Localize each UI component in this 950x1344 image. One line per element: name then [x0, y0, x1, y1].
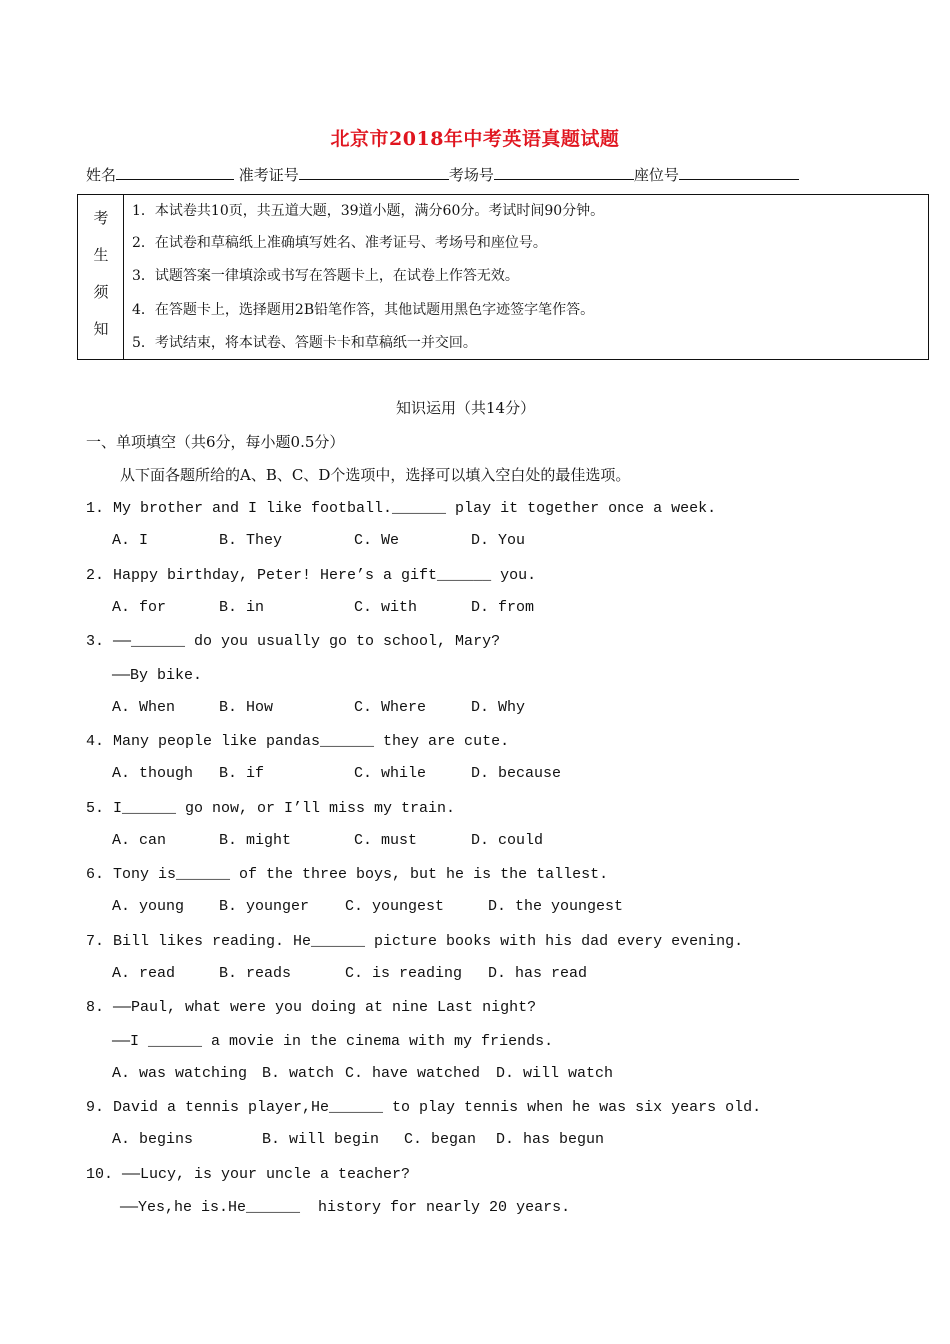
option-d: D. from	[471, 599, 535, 616]
option-a: A. young	[112, 898, 185, 915]
option-c: C. youngest	[345, 898, 445, 915]
option-a: A. When	[112, 699, 176, 716]
option-b: B. in	[219, 599, 265, 616]
option-a: A. begins	[112, 1131, 194, 1148]
name-blank	[116, 163, 234, 180]
option-b: B. younger	[219, 898, 310, 915]
question-stem: 5. I______ go now, or I’ll miss my train.	[86, 800, 456, 817]
option-c: C. must	[354, 832, 418, 849]
option-d: D. You	[471, 532, 526, 549]
seat-label: 座位号	[633, 166, 679, 184]
name-label: 姓名	[86, 166, 117, 184]
part-title: 一、单项填空（共6分，每小题0.5分）	[86, 433, 345, 451]
option-b: B. They	[219, 532, 283, 549]
question-stem: 4. Many people like pandas______ they are cute.	[86, 733, 510, 750]
section-title: 知识运用（共14分）	[396, 399, 536, 417]
option-d: D. the youngest	[488, 898, 624, 915]
notice-item: 3．试题答案一律填涂或书写在答题卡上，在试卷上作答无效。	[132, 268, 519, 284]
candidate-info-row	[86, 163, 799, 185]
notice-item: 5．考试结束，将本试卷、答题卡卡和草稿纸一并交回。	[132, 335, 477, 351]
option-c: C. while	[354, 765, 427, 782]
option-d: D. Why	[471, 699, 526, 716]
notice-side-label	[78, 195, 124, 359]
option-c: C. We	[354, 532, 400, 549]
option-b: B. will begin	[262, 1131, 380, 1148]
option-c: C. Where	[354, 699, 427, 716]
option-a: A. read	[112, 965, 176, 982]
question-reply: ——By bike.	[112, 667, 203, 684]
option-c: C. is reading	[345, 965, 463, 982]
option-b: B. if	[219, 765, 265, 782]
option-a: A. for	[112, 599, 167, 616]
option-a: A. was watching	[112, 1065, 248, 1082]
option-d: D. has begun	[496, 1131, 605, 1148]
option-b: B. How	[219, 699, 274, 716]
question-reply: ——Yes,he is.He______ history for nearly 20 years.	[120, 1199, 571, 1216]
part-instruction: 从下面各题所给的A、B、C、D个选项中，选择可以填入空白处的最佳选项。	[120, 466, 631, 484]
option-c: C. with	[354, 599, 418, 616]
question-stem: 3. ——______ do you usually go to school, Mary?	[86, 633, 501, 650]
question-stem: 7. Bill likes reading. He______ picture books with his dad every evening.	[86, 933, 744, 950]
option-c: C. began	[404, 1131, 477, 1148]
option-b: B. reads	[219, 965, 292, 982]
notice-item: 2．在试卷和草稿纸上准确填写姓名、准考证号、考场号和座位号。	[132, 235, 547, 251]
notice-item: 4．在答题卡上，选择题用2B铅笔作答，其他试题用黑色字迹签字笔作答。	[132, 302, 595, 318]
question-stem: 6. Tony is______ of the three boys, but he is the tallest.	[86, 866, 609, 883]
notice-side-char: 生	[93, 246, 109, 264]
question-stem: 10. ——Lucy, is your uncle a teacher?	[86, 1166, 411, 1183]
notice-side-char: 知	[93, 320, 109, 338]
question-stem: 8. ——Paul, what were you doing at nine Last night?	[86, 999, 537, 1016]
exam-no-label: 准考证号	[238, 166, 299, 184]
option-a: A. can	[112, 832, 167, 849]
exam-no-blank	[299, 163, 449, 180]
question-stem: 2. Happy birthday, Peter! Here’s a gift______ you.	[86, 567, 537, 584]
option-d: D. will watch	[496, 1065, 614, 1082]
question-reply: ——I ______ a movie in the cinema with my friends.	[112, 1033, 554, 1050]
option-d: D. because	[471, 765, 562, 782]
option-c: C. have watched	[345, 1065, 481, 1082]
option-a: A. though	[112, 765, 194, 782]
option-d: D. could	[471, 832, 544, 849]
option-d: D. has read	[488, 965, 588, 982]
page-title: 北京市2018年中考英语真题试题	[330, 128, 620, 150]
notice-side-char: 须	[93, 283, 109, 301]
room-label: 考场号	[448, 166, 494, 184]
option-a: A. I	[112, 532, 149, 549]
seat-blank	[679, 163, 799, 180]
option-b: B. might	[219, 832, 292, 849]
question-stem: 1. My brother and I like football.______ play it together once a week.	[86, 500, 717, 517]
notice-item: 1．本试卷共10页，共五道大题，39道小题，满分60分。考试时间90分钟。	[132, 203, 605, 219]
option-b: B. watch	[262, 1065, 335, 1082]
room-blank	[494, 163, 634, 180]
exam-notice-box	[77, 194, 929, 360]
notice-side-char: 考	[93, 209, 109, 227]
question-stem: 9. David a tennis player,He______ to play tennis when he was six years old.	[86, 1099, 762, 1116]
